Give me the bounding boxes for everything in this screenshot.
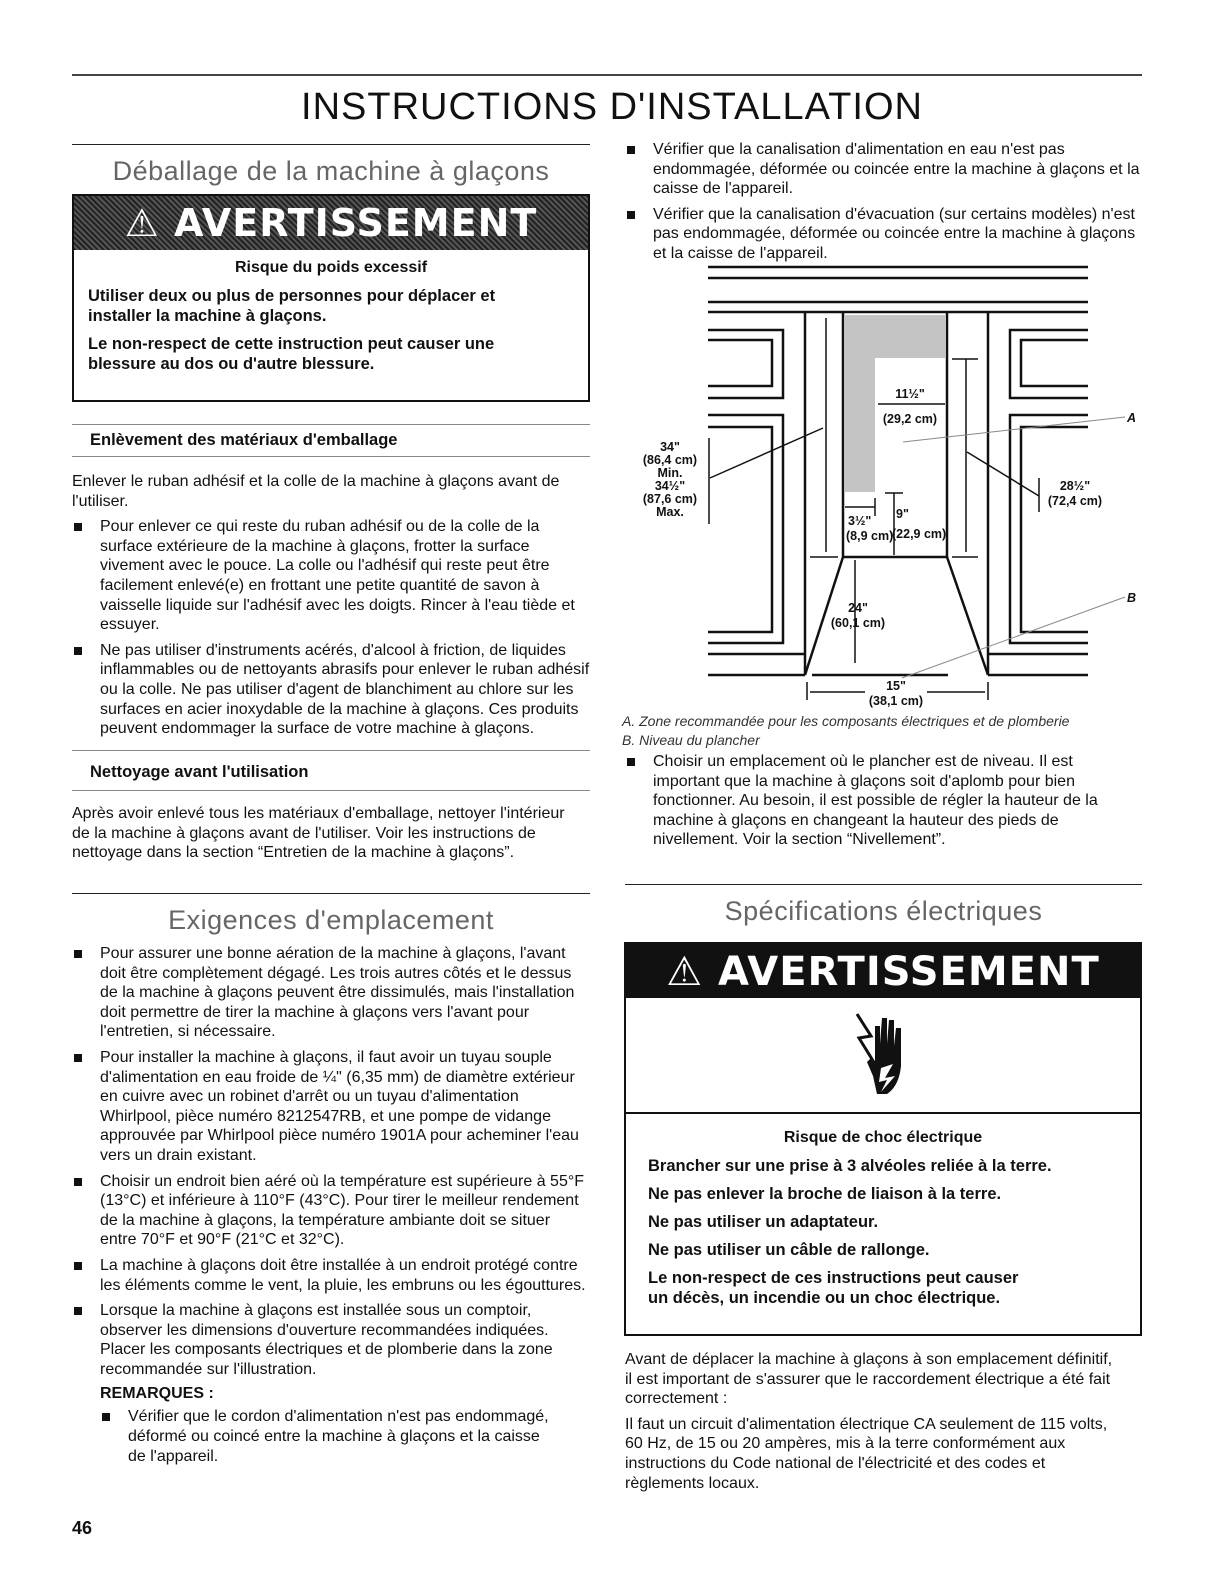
electric-shock-hand-icon (851, 1006, 911, 1106)
warning-header (626, 944, 1140, 998)
dim-label: Min. (657, 466, 683, 480)
warning-line: Le non-respect de ces instructions peut causer un décès, un incendie ou un choc électrique. (648, 1269, 1019, 1307)
warning-line: Le non-respect de cette instruction peut causer une blessure au dos ou d'autre blessure. (88, 335, 495, 373)
list-item: Vérifier que la canalisation d'alimentation en eau n'est pas endommagée, déformée ou coincée entre la machine à glaçons et la caisse de l'appareil. (625, 140, 1142, 199)
callout-a: A (1127, 411, 1137, 425)
divider (72, 750, 590, 751)
warning-triangle-icon: ⚠ (124, 201, 160, 245)
divider (625, 884, 1142, 885)
warning-header-text: AVERTISSEMENT (174, 201, 538, 245)
warning-line: Brancher sur une prise à 3 alvéoles reliée à la terre. (648, 1157, 1052, 1175)
dim-label: (8,9 cm) (846, 529, 894, 543)
page-number: 46 (72, 1518, 93, 1538)
list-item: La machine à glaçons doit être installée à un endroit protégé contre les éléments comme le vent, la pluie, les embruns ou les égouttures. (72, 1256, 590, 1295)
electrical-paragraph: Il faut un circuit d'alimentation électrique CA seulement de 115 volts, 60 Hz, de 15 ou 20 ampères, mis à la terre conformément aux instructions du Code national de l'électricité et des codes et règlements locaux. (625, 1415, 1108, 1492)
dim-label: 34" (660, 440, 680, 454)
electrical-paragraph: Avant de déplacer la machine à glaçons à son emplacement définitif, il est important de s'assurer que le raccordement électrique a été fait correctement : (625, 1351, 1113, 1408)
caption-b: B. Niveau du plancher (622, 732, 760, 748)
page-title: INSTRUCTIONS D'INSTALLATION (301, 86, 923, 128)
installation-dimensions-diagram (620, 260, 1140, 710)
removal-heading: Enlèvement des matériaux d'emballage (90, 431, 398, 449)
dim-label: 34½" (654, 479, 686, 493)
dim-label: (87,6 cm) (642, 492, 698, 506)
cleaning-heading: Nettoyage avant l'utilisation (90, 763, 309, 781)
caption-a: A. Zone recommandée pour les composants électriques et de plomberie (622, 713, 1070, 729)
list-item: Lorsque la machine à glaçons est installée sous un comptoir, observer les dimensions d'ouverture recommandées indiquées. Placer les composants électriques et de plomberie dans la zone recommandée sur l'illustration. (72, 1301, 590, 1379)
warning-header (74, 196, 588, 250)
dim-label: (29,2 cm) (882, 412, 938, 426)
divider (72, 424, 590, 425)
dim-label: (60,1 cm) (830, 616, 886, 630)
warning-header-text: AVERTISSEMENT (718, 949, 1100, 995)
top-rule (72, 74, 1142, 76)
warning-line: Ne pas utiliser un adaptateur. (648, 1213, 879, 1231)
remarks-label: REMARQUES : (100, 1385, 214, 1403)
list-item: Pour assurer une bonne aération de la machine à glaçons, l'avant doit être complètement dégagé. Les trois autres côtés et le dessus de la machine à glaçons peuvent être dissimulés, mais l'installation doit permettre de tirer la machine à glaçons vers l'avant pour l'entretien, si nécessaire. (72, 944, 590, 1042)
electrical-heading: Spécifications électriques (724, 896, 1043, 926)
dim-label: (38,1 cm) (868, 694, 924, 708)
dim-label: (22,9 cm) (892, 527, 947, 541)
list-item: Vérifier que le cordon d'alimentation n'est pas endommagé, déformé ou coincé entre la machine à glaçons et la caisse de l'appareil. (100, 1407, 550, 1466)
warning-line: Ne pas utiliser un câble de rallonge. (648, 1241, 930, 1259)
weight-warning-box (72, 194, 590, 402)
warning-line: Ne pas enlever la broche de liaison à la terre. (648, 1185, 1002, 1203)
list-item: Pour installer la machine à glaçons, il faut avoir un tuyau souple d'alimentation en eau froide de ¼" (6,35 mm) de diamètre extérieur en cuivre avec un robinet d'arrêt ou un tuyau d'alimentation Whirlpool, pièce numéro 8212547RB, et une pompe de vidange approuvée par Whirlpool pièce numéro 1901A pour acheminer l'eau vers un drain existant. (72, 1048, 590, 1166)
divider (72, 893, 590, 894)
unpack-heading: Déballage de la machine à glaçons (112, 156, 550, 186)
dim-label: (72,4 cm) (1047, 494, 1103, 508)
warning-risk: Risque du poids excessif (234, 259, 428, 276)
list-item: Ne pas utiliser d'instruments acérés, d'alcool à friction, de liquides inflammables ou de nettoyants abrasifs pour enlever le ruban adhésif ou la colle. Ne pas utiliser d'agent de blanchiment au chlore sur les surfaces en acier inoxydable de la machine à glaçons. Ces produits peuvent endommager la surface de votre machine à glaçons. (72, 641, 590, 739)
dim-label: 15" (886, 679, 906, 693)
divider (72, 456, 590, 457)
dim-label: Max. (656, 505, 684, 519)
cleaning-text: Après avoir enlevé tous les matériaux d'emballage, nettoyer l'intérieur de la machine à glaçons avant de l'utiliser. Voir les instructions de nettoyage dans la section “Entretien de la machine à glaçons”. (72, 805, 565, 862)
divider (72, 790, 590, 791)
electrical-warning-box (624, 942, 1142, 1336)
location-heading: Exigences d'emplacement (168, 905, 494, 935)
dim-label: 24" (848, 601, 868, 615)
divider (72, 144, 590, 145)
dim-label: 28½" (1059, 479, 1091, 493)
list-item: Pour enlever ce qui reste du ruban adhésif ou de la colle de la surface extérieure de la machine à glaçons, frotter la surface vivement avec le pouce. La colle ou l'adhésif qui reste peut être facilement enlevé(e) en frottant une petite quantité de savon à vaisselle liquide sur l'adhésif avec les doigts. Rincer à l'eau tiède et essuyer. (72, 517, 590, 635)
dim-label: 11½" (895, 387, 925, 401)
dim-label: 9" (896, 507, 909, 521)
list-item: Choisir un emplacement où le plancher est de niveau. Il est important que la machine à glaçons soit d'aplomb pour bien fonctionner. Au besoin, il est possible de régler la hauteur de la machine à glaçons en changeant la hauteur des pieds de nivellement. Voir la section “Nivellement”. (625, 752, 1130, 850)
warning-risk: Risque de choc électrique (783, 1129, 983, 1146)
svg-text:34"(86,4 cm)Min.34½"(87,6 cm)M (643, 440, 697, 519)
list-item: Choisir un endroit bien aéré où la température est supérieure à 55°F (13°C) et inférieure à 110°F (43°C). Pour tirer le meilleur rendement de la machine à glaçons, la température ambiante doit se situer entre 70°F et 90°F (21°C et 32°C). (72, 1172, 590, 1250)
dim-label: 3½" (848, 514, 872, 528)
warning-triangle-icon: ⚠ (666, 949, 704, 995)
callout-b: B (1127, 591, 1137, 605)
warning-line: Utiliser deux ou plus de personnes pour déplacer et installer la machine à glaçons. (88, 287, 496, 325)
list-item: Vérifier que la canalisation d'évacuation (sur certains modèles) n'est pas endommagée, déformée ou coincée entre la machine à glaçons et la caisse de l'appareil. (625, 205, 1142, 264)
dim-label: (86,4 cm) (642, 453, 698, 467)
removal-intro: Enlever le ruban adhésif et la colle de la machine à glaçons avant de l'utiliser. (72, 473, 560, 510)
